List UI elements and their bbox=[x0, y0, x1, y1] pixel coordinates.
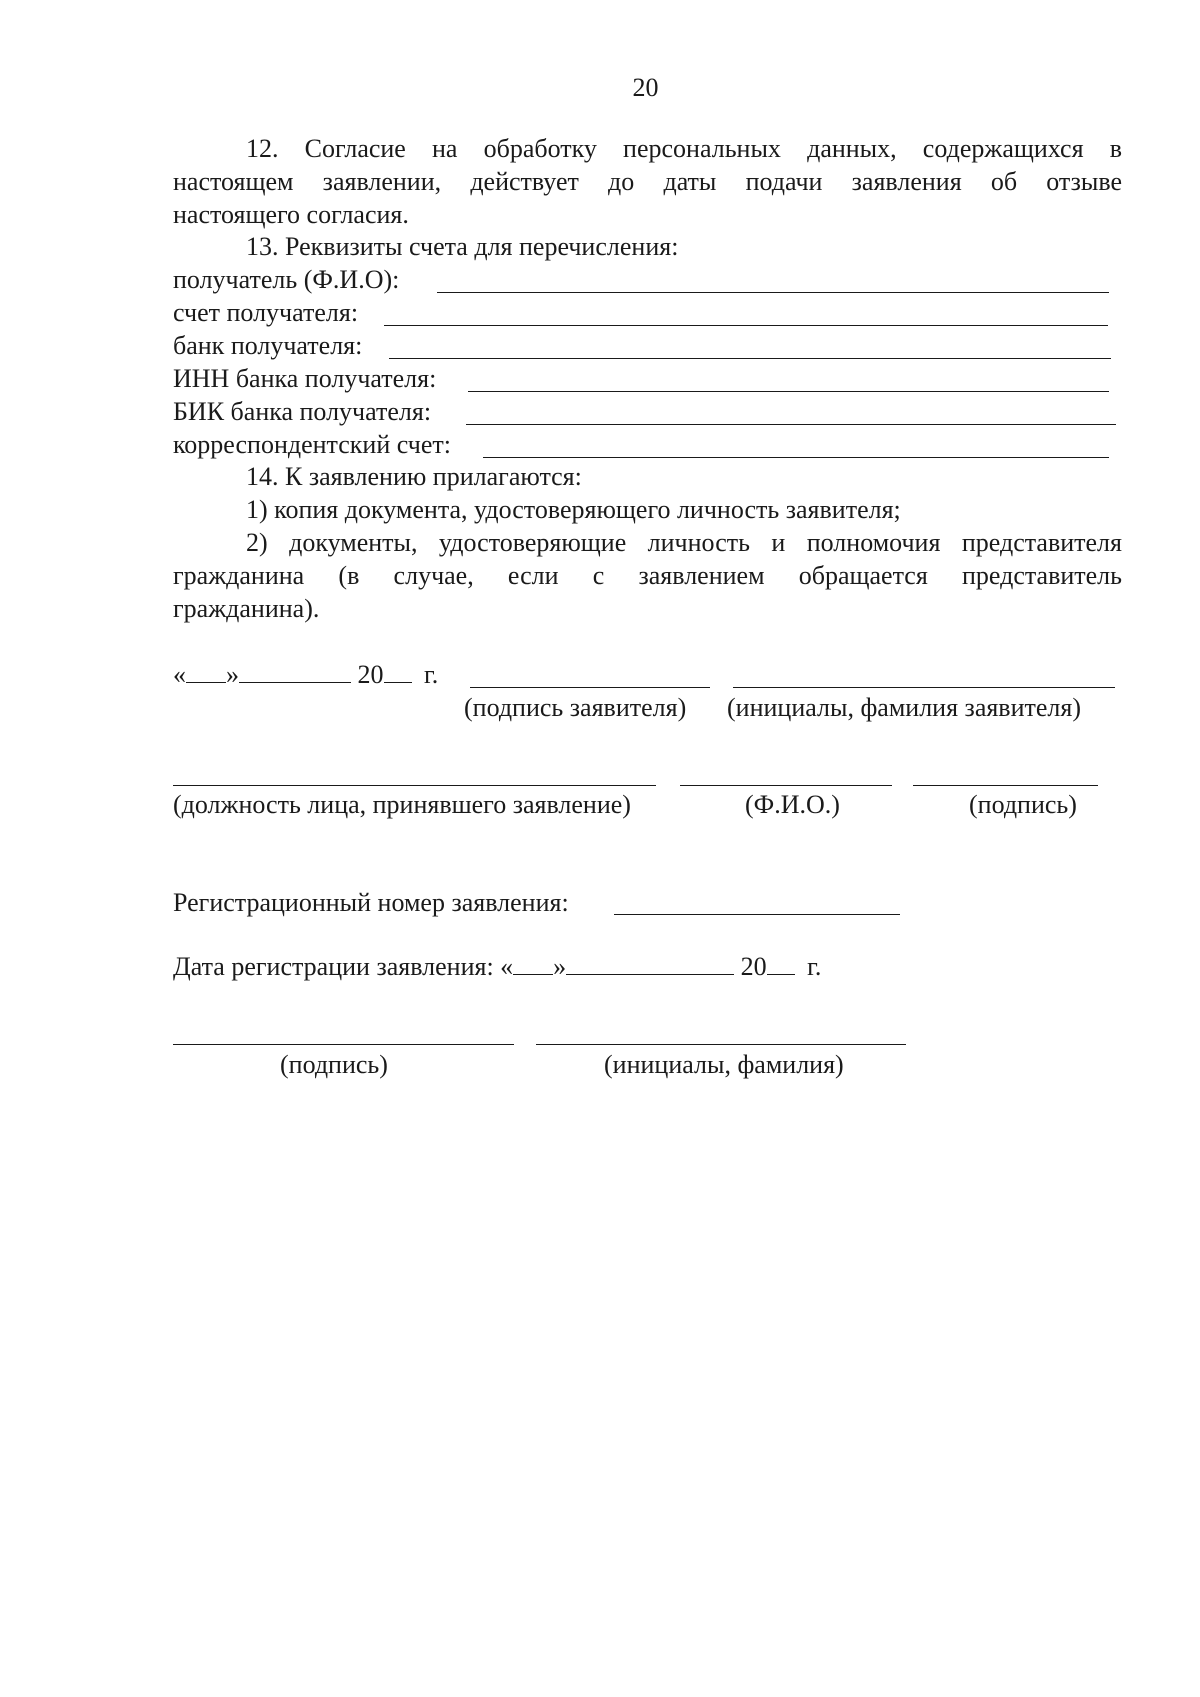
receiver-fio-line[interactable] bbox=[680, 785, 892, 786]
registrar-name-caption: (инициалы, фамилия) bbox=[604, 1050, 844, 1079]
registrar-signature-line[interactable] bbox=[173, 1044, 514, 1045]
field-account-label: счет получателя: bbox=[173, 298, 359, 327]
registration-date-year-input[interactable] bbox=[767, 952, 795, 975]
applicant-signature-line[interactable] bbox=[470, 687, 710, 688]
clause14-item2-line1: 2) документы, удостоверяющие личность и полномочия представителя bbox=[246, 528, 1122, 557]
field-corr-account-input[interactable] bbox=[483, 457, 1109, 458]
receiver-fio-caption: (Ф.И.О.) bbox=[745, 790, 840, 819]
applicant-name-caption: (инициалы, фамилия заявителя) bbox=[727, 693, 1081, 722]
registration-date-day-input[interactable] bbox=[513, 952, 553, 975]
clause14-item2-line2: гражданина (в случае, если с заявлением обращается представитель bbox=[173, 561, 1122, 590]
page-number: 20 bbox=[632, 73, 659, 102]
registration-number-label: Регистрационный номер заявления: bbox=[173, 888, 569, 917]
field-bank-bik-label: БИК банка получателя: bbox=[173, 397, 432, 426]
field-account-input[interactable] bbox=[384, 325, 1108, 326]
applicant-date-day-input[interactable] bbox=[186, 660, 226, 683]
field-bank-bik-input[interactable] bbox=[466, 424, 1116, 425]
field-bank-inn-input[interactable] bbox=[468, 391, 1109, 392]
field-corr-account-label: корреспондентский счет: bbox=[173, 430, 451, 459]
applicant-name-line[interactable] bbox=[733, 687, 1115, 688]
clause12-line2: настоящем заявлении, действует до даты подачи заявления об отзыве bbox=[173, 167, 1122, 196]
receiver-position-line[interactable] bbox=[173, 785, 656, 786]
receiver-signature-caption: (подпись) bbox=[969, 790, 1077, 819]
registration-number-input[interactable] bbox=[614, 914, 900, 915]
registrar-name-line[interactable] bbox=[536, 1044, 906, 1045]
applicant-date-year-input[interactable] bbox=[384, 660, 412, 683]
receiver-signature-line[interactable] bbox=[913, 785, 1098, 786]
clause12-line1: 12. Согласие на обработку персональных данных, содержащихся в bbox=[246, 134, 1122, 163]
clause13-heading: 13. Реквизиты счета для перечисления: bbox=[246, 232, 679, 261]
field-recipient-label: получатель (Ф.И.О): bbox=[173, 265, 400, 294]
clause14-item2-line3: гражданина). bbox=[173, 594, 320, 623]
field-recipient-input[interactable] bbox=[437, 292, 1109, 293]
clause14-heading: 14. К заявлению прилагаются: bbox=[246, 462, 582, 491]
registration-date-month-input[interactable] bbox=[566, 952, 734, 975]
receiver-position-caption: (должность лица, принявшего заявление) bbox=[173, 790, 631, 819]
clause12-line3: настоящего согласия. bbox=[173, 200, 409, 229]
field-bank-inn-label: ИНН банка получателя: bbox=[173, 364, 437, 393]
clause14-item1: 1) копия документа, удостоверяющего личность заявителя; bbox=[246, 495, 901, 524]
applicant-signature-caption: (подпись заявителя) bbox=[464, 693, 687, 722]
registrar-signature-caption: (подпись) bbox=[280, 1050, 388, 1079]
applicant-date-month-input[interactable] bbox=[239, 660, 351, 683]
registration-date: Дата регистрации заявления: « » 20 г. bbox=[173, 952, 822, 981]
applicant-date: « » 20 г. bbox=[173, 660, 439, 689]
field-bank-label: банк получателя: bbox=[173, 331, 363, 360]
field-bank-input[interactable] bbox=[389, 358, 1111, 359]
